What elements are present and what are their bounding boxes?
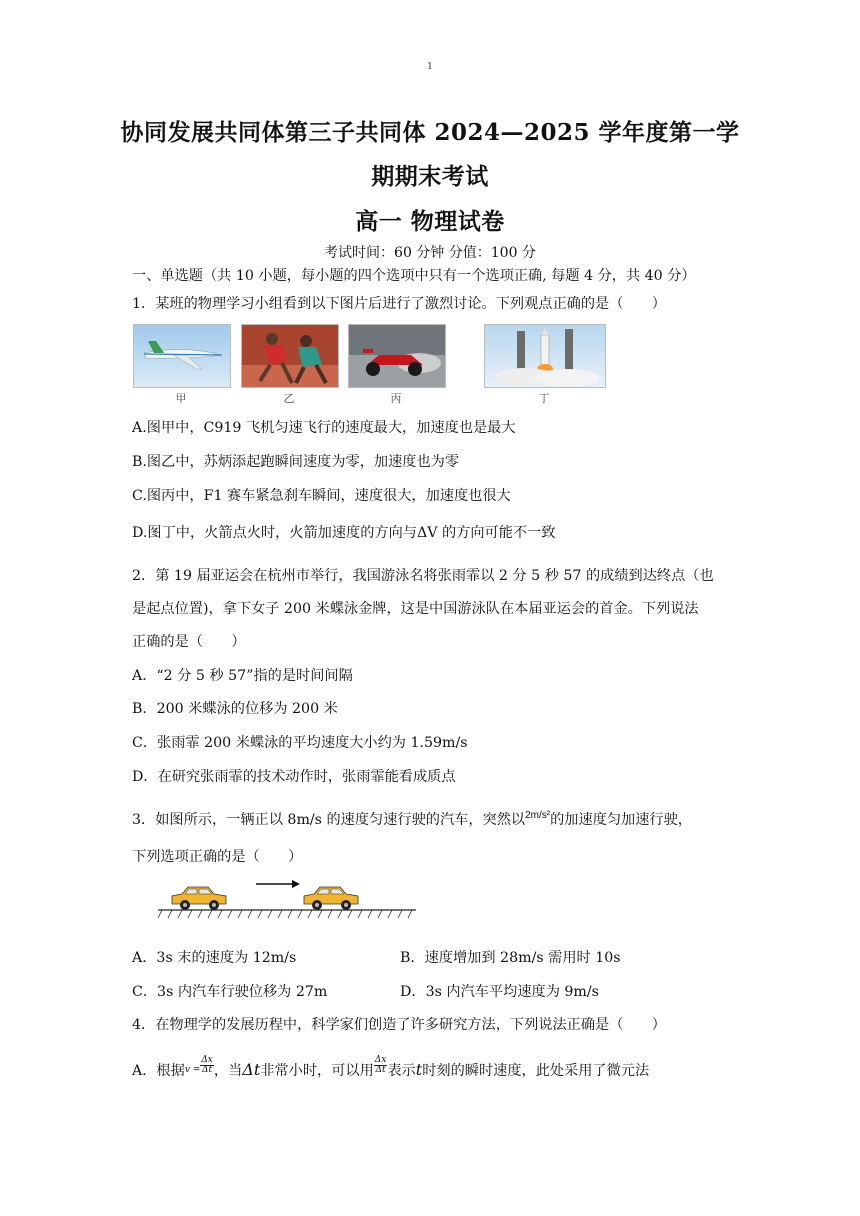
section-heading: 一、单选题（共 10 小题，每小题的四个选项中只有一个选项正确, 每题 4 分，共 40 分） [132, 268, 696, 284]
q3-option-d: D．3s 内汽车平均速度为 9m/s [400, 984, 599, 1000]
q3-stem-line1 [132, 809, 692, 829]
q1-option-a: A.图甲中，C919 飞机匀速飞行的速度最大，加速度也是最大 [132, 420, 516, 436]
q4-option-a [132, 1056, 649, 1080]
exam-title-line1: 协同发展共同体第三子共同体 2024—2025 学年度第一学 [120, 119, 740, 146]
page-number: 1 [427, 62, 433, 72]
fraction-denominator: Δt [202, 1065, 213, 1075]
exam-info: 考试时间：60 分钟 分值：100 分 [324, 245, 536, 261]
q1-option-d: D.图丁中，火箭点火时，火箭加速度的方向与ΔV 的方向可能不一致 [132, 525, 556, 541]
q1-option-b: B.图乙中，苏炳添起跑瞬间速度为零，加速度也为零 [132, 454, 460, 470]
fraction-numerator-2: Δx [374, 1055, 387, 1065]
q2-stem-line2: 是起点位置)，拿下女子 200 米蝶泳金牌，这是中国游泳队在本届亚运会的首金。下列说法 [132, 601, 699, 617]
q2-option-c: C．张雨霏 200 米蝶泳的平均速度大小约为 1.59m/s [132, 735, 468, 751]
rocket-launch-image [484, 324, 606, 388]
q4-a-mid2: 非常小时，可以用 [260, 1063, 374, 1079]
car-diagram [158, 876, 418, 920]
delta-t: Δt [242, 1060, 261, 1079]
q3-stem-line2: 下列选项正确的是（ ） [132, 849, 303, 865]
formula-fraction-2 [374, 1056, 388, 1075]
fraction-denominator-2: Δt [375, 1065, 386, 1075]
q3-option-b: B．速度增加到 28m/s 需用时 10s [400, 950, 621, 966]
caption-yi: 乙 [283, 392, 295, 405]
formula-v [185, 1066, 201, 1075]
q2-option-a: A．“2 分 5 秒 57”指的是时间间隔 [132, 668, 353, 684]
q2-option-d: D．在研究张雨霏的技术动作时，张雨霏能看成质点 [132, 769, 456, 785]
airplane-image [133, 324, 231, 388]
q4-a-pre: A．根据 [132, 1063, 185, 1079]
q3-option-a: A．3s 末的速度为 12m/s [132, 950, 297, 966]
caption-jia: 甲 [175, 392, 187, 405]
q2-option-b: B．200 米蝶泳的位移为 200 米 [132, 701, 338, 717]
q4-a-mid3: 表示 [387, 1063, 416, 1079]
exam-title-line2: 期期末考试 [371, 163, 489, 190]
time-t: t [415, 1060, 423, 1079]
q3-acceleration: 2m/s² [525, 810, 551, 821]
caption-ding: 丁 [538, 392, 550, 405]
q3-option-c: C．3s 内汽车行驶位移为 27m [132, 984, 328, 1000]
fraction-numerator: Δx [201, 1055, 213, 1065]
caption-bing: 丙 [390, 392, 402, 405]
exam-subtitle: 高一 物理试卷 [355, 208, 505, 235]
q3-stem-pre: 3．如图所示，一辆正以 8m/s 的速度匀速行驶的汽车，突然以 [132, 812, 526, 828]
q4-a-mid1: ，当 [213, 1063, 243, 1079]
q4-a-post: 时刻的瞬时速度，此处采用了微元法 [422, 1063, 650, 1079]
f1-car-image [348, 324, 446, 388]
q3-stem-post: 的加速度匀加速行驶， [550, 812, 692, 828]
q1-stem: 1．某班的物理学习小组看到以下图片后进行了激烈讨论。下列观点正确的是（ ） [132, 296, 666, 312]
q2-stem-line3: 正确的是（ ） [132, 634, 246, 650]
formula-fraction [200, 1056, 214, 1075]
formula-v-text: v = [184, 1065, 201, 1075]
q2-stem-line1: 2．第 19 届亚运会在杭州市举行，我国游泳名将张雨霏以 2 分 5 秒 57 的成绩到达终点（也 [132, 568, 714, 584]
q1-option-c: C.图丙中，F1 赛车紧急刹车瞬间，速度很大，加速度也很大 [132, 488, 511, 504]
sprinter-image [241, 324, 339, 388]
q4-stem: 4．在物理学的发展历程中，科学家们创造了许多研究方法，下列说法正确是（ ） [132, 1017, 666, 1033]
